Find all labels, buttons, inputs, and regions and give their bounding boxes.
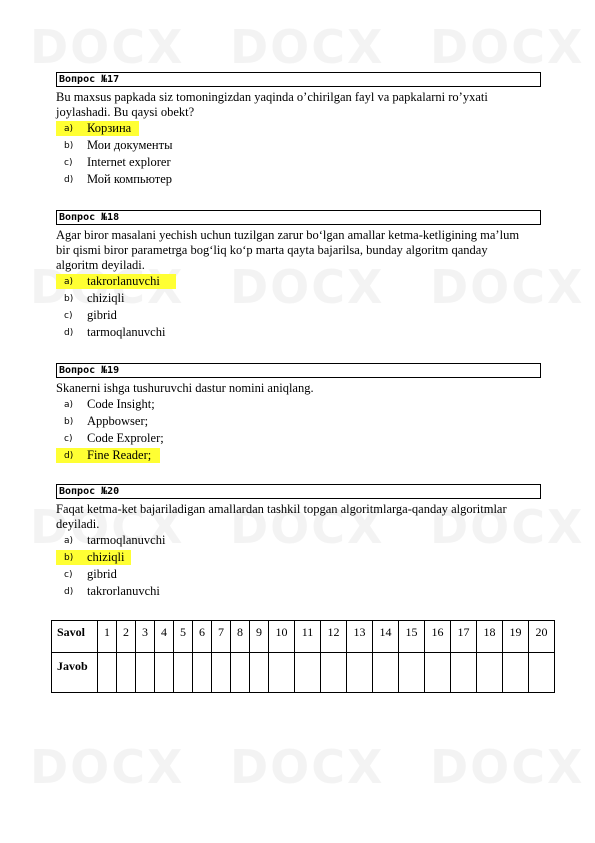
answer-cell[interactable] — [321, 653, 347, 693]
option-d[interactable]: d) Мой компьютер — [64, 172, 173, 186]
question-number-cell: 15 — [399, 621, 425, 653]
options-list — [56, 120, 541, 188]
answer-cell[interactable] — [136, 653, 155, 693]
question-17 — [56, 72, 541, 188]
question-19 — [56, 363, 541, 464]
option-d[interactable]: d) Fine Reader; — [56, 447, 541, 464]
option-a[interactable]: a) Корзина — [56, 120, 541, 137]
question-number-cell: 17 — [451, 621, 477, 653]
question-number-cell: 8 — [231, 621, 250, 653]
options-list — [56, 532, 541, 600]
question-number-cell: 12 — [321, 621, 347, 653]
question-number-cell: 10 — [269, 621, 295, 653]
option-c[interactable]: c) gibrid — [64, 308, 117, 322]
answer-cell[interactable] — [250, 653, 269, 693]
option-b[interactable]: b) Appbowser; — [64, 414, 149, 428]
savol-row — [52, 621, 555, 653]
answer-cell[interactable] — [425, 653, 451, 693]
question-number-cell: 16 — [425, 621, 451, 653]
question-number-cell: 9 — [250, 621, 269, 653]
question-header: Вопрос №20 — [56, 484, 541, 499]
watermark-text — [430, 740, 585, 794]
answer-cell[interactable] — [212, 653, 231, 693]
question-18 — [56, 210, 541, 341]
answer-cell[interactable] — [193, 653, 212, 693]
question-number-cell: 5 — [174, 621, 193, 653]
question-number-cell: 18 — [477, 621, 503, 653]
answer-cell[interactable] — [503, 653, 529, 693]
javob-row — [52, 653, 555, 693]
answer-cell[interactable] — [373, 653, 399, 693]
question-header: Вопрос №17 — [56, 72, 541, 87]
answer-cell[interactable] — [98, 653, 117, 693]
option-a[interactable]: a) Code Insight; — [64, 397, 155, 411]
question-20 — [56, 484, 541, 600]
question-number-cell: 7 — [212, 621, 231, 653]
options-list — [56, 273, 541, 341]
question-number-cell: 19 — [503, 621, 529, 653]
javob-label: Javob — [52, 653, 98, 693]
question-number-cell: 2 — [117, 621, 136, 653]
answer-cell[interactable] — [347, 653, 373, 693]
answer-cell[interactable] — [117, 653, 136, 693]
question-header: Вопрос №18 — [56, 210, 541, 225]
answer-cell[interactable] — [529, 653, 555, 693]
option-c[interactable]: c) Code Exproler; — [64, 431, 164, 445]
question-text: Faqat ketma-ket bajariladigan amallardan tashkil topgan algoritmlarga-qanday algoritmlar deyiladi. — [56, 502, 507, 531]
answer-cell[interactable] — [155, 653, 174, 693]
answer-table — [51, 620, 555, 693]
watermark-text — [430, 20, 585, 74]
option-b[interactable]: b) chiziqli — [56, 549, 541, 566]
answer-cell[interactable] — [269, 653, 295, 693]
option-d[interactable]: d) tarmoqlanuvchi — [64, 325, 166, 339]
question-number-cell: 11 — [295, 621, 321, 653]
question-number-cell: 14 — [373, 621, 399, 653]
answer-cell[interactable] — [174, 653, 193, 693]
answer-cell[interactable] — [295, 653, 321, 693]
question-number-cell: 4 — [155, 621, 174, 653]
question-number-cell: 6 — [193, 621, 212, 653]
savol-label: Savol — [52, 621, 98, 653]
question-text: Skanerni ishga tushuruvchi dastur nomini aniqlang. — [56, 381, 314, 395]
question-header: Вопрос №19 — [56, 363, 541, 378]
option-c[interactable]: c) gibrid — [64, 567, 117, 581]
option-c[interactable]: c) Internet explorer — [64, 155, 171, 169]
question-number-cell: 1 — [98, 621, 117, 653]
question-number-cell: 3 — [136, 621, 155, 653]
answer-cell[interactable] — [477, 653, 503, 693]
option-d[interactable]: d) takrorlanuvchi — [64, 584, 160, 598]
watermark-text — [230, 740, 385, 794]
question-number-cell: 20 — [529, 621, 555, 653]
answer-cell[interactable] — [399, 653, 425, 693]
watermark-text — [30, 20, 185, 74]
question-text: Agar biror masalani yechish uchun tuzilgan zarur bo‘lgan amallar ketma-ketligining ma’lum bir qismi biror parametrga bog‘liq ko‘p marta qayta bajarilsa, bunday algoritm qanday algoritm deyiladi. — [56, 228, 520, 272]
answer-cell[interactable] — [451, 653, 477, 693]
watermark-text — [30, 740, 185, 794]
watermark-text — [230, 20, 385, 74]
option-a[interactable]: a) tarmoqlanuvchi — [64, 533, 166, 547]
option-a[interactable]: a) takrorlanuvchi — [56, 273, 541, 290]
answer-cell[interactable] — [231, 653, 250, 693]
options-list — [56, 396, 541, 464]
question-number-cell: 13 — [347, 621, 373, 653]
question-text: Bu maxsus papkada siz tomoningizdan yaqinda o’chirilgan fayl va papkalarni ro’yxati joylashadi. Bu qaysi obekt? — [56, 90, 488, 119]
option-b[interactable]: b) Мои документы — [64, 138, 173, 152]
option-b[interactable]: b) chiziqli — [64, 291, 125, 305]
